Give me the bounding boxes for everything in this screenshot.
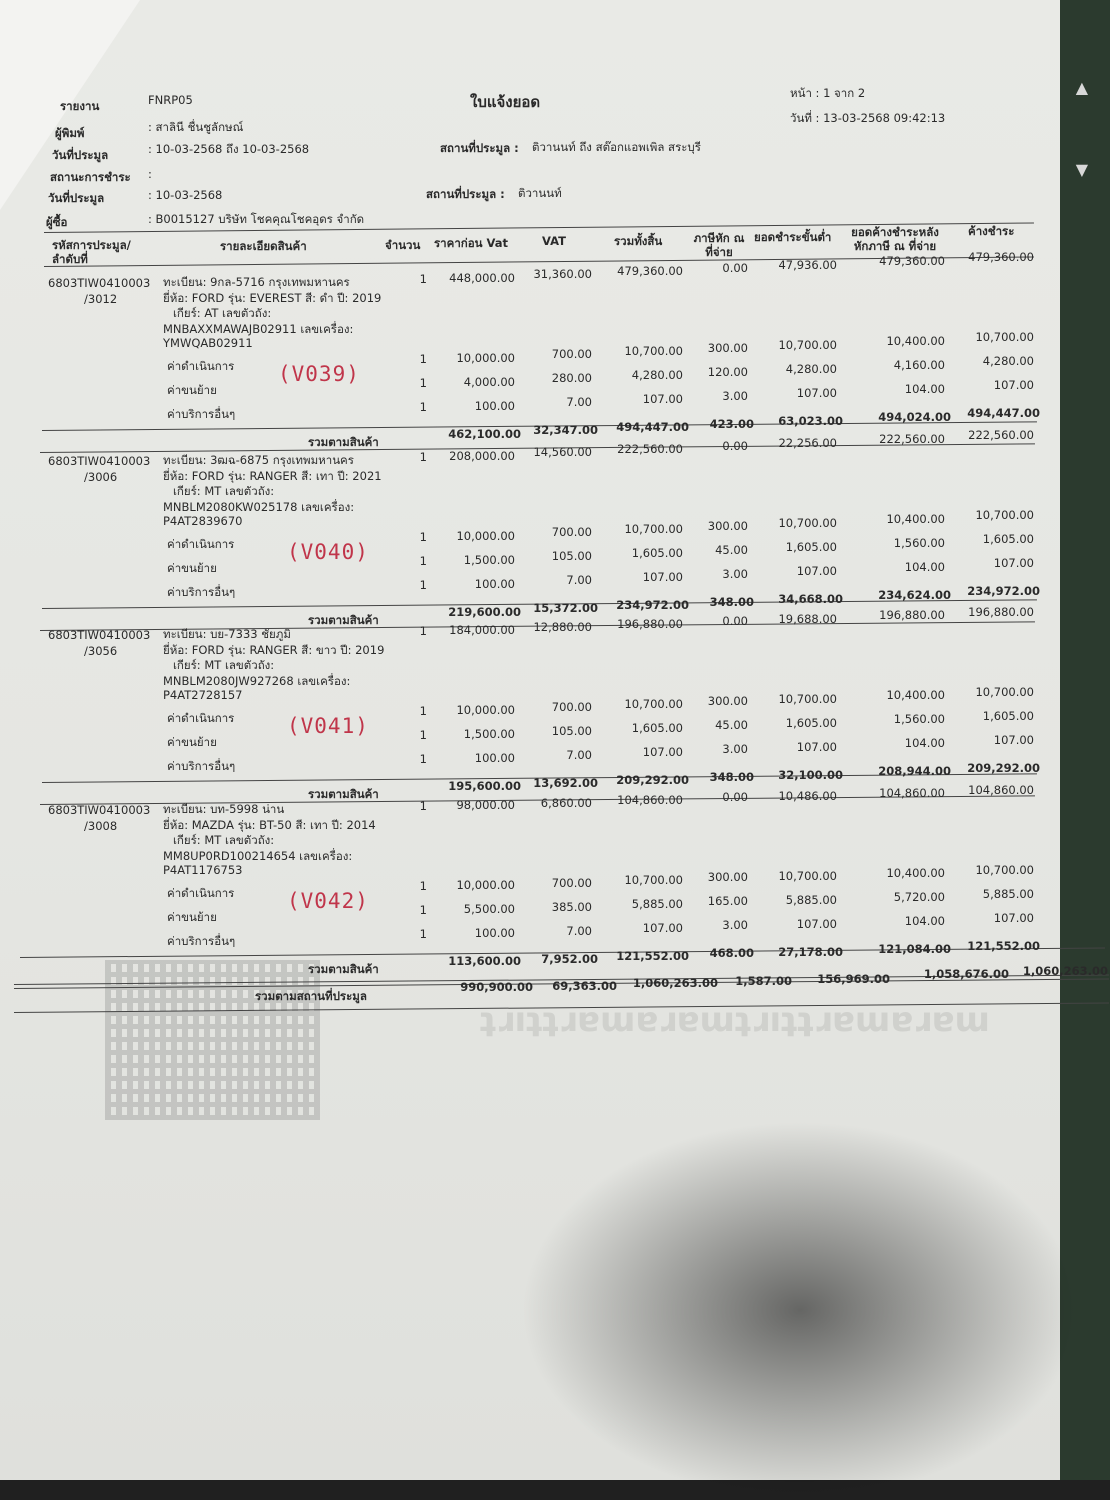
col-after-header: ยอดค้างชำระหลัง หักภาษี ณ ที่จ่าย [851,225,939,253]
cell-after: 10,400.00 [886,865,945,880]
cell-after: 10,400.00 [886,688,945,703]
cell-wht: 165.00 [707,894,748,909]
cell-qty: 1 [419,752,427,766]
subtotal-after: 234,624.00 [878,588,951,603]
cell-wht: 3.00 [722,742,748,757]
cell-vat: 280.00 [551,371,592,386]
cell-price: 100.00 [474,399,515,413]
vehicle-detail-line: MNBLM2080JW927268 เลขเครื่อง: [163,673,351,688]
cell-vat: 700.00 [551,699,592,714]
subtotal-label: รวมตามสินค้า [308,613,379,627]
subtotal-after: 494,024.00 [878,410,951,425]
subtotal-total: 209,292.00 [616,773,689,788]
cell-after: 10,400.00 [886,334,945,349]
cell-min: 10,700.00 [778,691,837,706]
cell-out: 104,860.00 [968,782,1034,797]
venue2-label: สถานที่ประมูล : [426,187,505,201]
vehicle-detail-line: ยี่ห้อ: FORD รุ่น: RANGER สี: ขาว ปี: 2019 [163,642,385,657]
cell-total: 1,605.00 [631,546,683,561]
subtotal-wht: 468.00 [709,946,754,961]
venue-total-total: 1,060,263.00 [632,976,718,990]
fee-label: ค่าขนย้าย [167,735,217,749]
cell-qty: 1 [419,272,427,286]
cell-out: 10,700.00 [975,684,1034,699]
fee-label: ค่าดำเนินการ [167,537,235,551]
report-label: รายงาน [60,99,100,113]
auction-date-range: : 10-03-2568 ถึง 10-03-2568 [148,142,310,156]
printer-name: : สาลินี ชื่นชูลักษณ์ [148,120,244,134]
cell-price: 10,000.00 [456,703,515,718]
vehicle-detail-line: เกียร์: MT เลขตัวถัง: [173,833,275,847]
cell-total: 10,700.00 [624,344,683,359]
cell-after: 479,360.00 [879,254,945,269]
triangle-down-icon: ▼ [1075,160,1088,179]
subtotal-vat: 13,692.00 [533,775,598,790]
col-code-header: รหัสการประมูล/ ลำดับที่ [52,238,131,266]
cell-wht: 300.00 [707,340,748,355]
vehicle-detail-line: P4AT1176753 [163,863,243,877]
printer-label: ผู้พิมพ์ [55,126,85,140]
subtotal-label: รวมตามสินค้า [308,435,379,449]
vehicle-detail-line: MM8UP0RD100214654 เลขเครื่อง: [163,848,353,863]
vehicle-detail-line: YMWQAB02911 [163,336,253,350]
subtotal-out: 209,292.00 [967,760,1040,775]
cell-total: 196,880.00 [617,617,683,632]
subtotal-out: 234,972.00 [967,584,1040,599]
cell-min: 47,936.00 [778,258,837,273]
cell-after: 104.00 [904,560,945,575]
cell-vat: 700.00 [551,525,592,540]
page-number: หน้า : 1 จาก 2 [790,86,866,100]
cell-total: 5,885.00 [631,897,683,912]
cell-wht: 300.00 [707,518,748,533]
cell-wht: 300.00 [707,870,748,885]
auction-seq: /3056 [84,644,118,658]
buyer: : B0015127 บริษัท โชคคุณโชคอุดร จำกัด [148,212,365,226]
venue-total-price: 990,900.00 [460,980,533,994]
cell-min: 1,605.00 [785,540,837,555]
fee-label: ค่าดำเนินการ [167,711,235,725]
cell-vat: 105.00 [551,723,592,738]
cell-vat: 7.00 [566,747,592,762]
cell-min: 10,700.00 [778,338,837,353]
cell-price: 100.00 [474,577,515,591]
subtotal-label: รวมตามสินค้า [308,787,379,801]
vehicle-detail-line: P4AT2728157 [163,688,243,702]
cell-min: 107.00 [796,386,837,401]
cell-min: 10,486.00 [778,788,837,803]
cell-vat: 700.00 [551,347,592,362]
cell-total: 107.00 [642,921,683,936]
fee-label: ค่าดำเนินการ [167,886,235,900]
vehicle-detail-line: ยี่ห้อ: FORD รุ่น: EVEREST สี: ดำ ปี: 2019 [163,290,382,305]
fee-label: ค่าบริการอื่นๆ [167,934,236,948]
venue-total-after: 1,058,676.00 [923,967,1009,981]
subtotal-price: 462,100.00 [448,427,521,441]
fee-label: ค่าบริการอื่นๆ [167,759,236,773]
venue-total-min: 156,969.00 [817,972,890,986]
cell-qty: 1 [419,879,427,893]
cell-price: 1,500.00 [463,727,515,742]
cell-price: 1,500.00 [463,553,515,567]
subtotal-label: รวมตามสินค้า [308,962,379,976]
cell-out: 10,700.00 [975,862,1034,877]
cell-qty: 1 [419,799,427,813]
fee-label: ค่าดำเนินการ [167,359,235,373]
auction-code: 6803TIW0410003 [48,628,151,642]
page-title: ใบแจ้งยอด [470,93,541,111]
cell-price: 10,000.00 [456,529,515,543]
cell-total: 10,700.00 [624,522,683,537]
cell-price: 5,500.00 [463,902,515,917]
cell-qty: 1 [419,728,427,742]
cell-min: 4,280.00 [785,362,837,377]
subtotal-vat: 15,372.00 [533,601,598,616]
venue-range: ติวานนท์ ถึง สต๊อกแอพเพิล สระบุรี [532,140,701,154]
auction-date2-label: วันที่ประมูล [48,191,105,205]
subtotal-wht: 423.00 [709,416,754,431]
cell-qty: 1 [419,376,427,390]
venue-total-vat: 69,363.00 [552,979,617,993]
cell-qty: 1 [419,530,427,544]
cell-wht: 3.00 [722,918,748,933]
col-detail-header: รายละเอียดสินค้า [220,239,307,253]
cell-vat: 12,880.00 [533,619,592,634]
cell-qty: 1 [419,578,427,592]
cell-qty: 1 [419,704,427,718]
fee-label: ค่าบริการอื่นๆ [167,407,236,421]
print-date: วันที่ : 13-03-2568 09:42:13 [790,111,946,125]
auction-seq: /3006 [84,470,118,484]
vehicle-detail-line: ยี่ห้อ: MAZDA รุ่น: BT-50 สี: เทา ปี: 2014 [163,817,376,832]
cell-vat: 105.00 [551,549,592,564]
cell-total: 10,700.00 [624,873,683,888]
cell-min: 10,700.00 [778,868,837,883]
col-price-header: ราคาก่อน Vat [434,236,509,250]
cell-total: 1,605.00 [631,721,683,736]
cell-vat: 7.00 [566,923,592,938]
vehicle-detail-line: P4AT2839670 [163,514,243,528]
col-total-header: รวมทั้งสิ้น [614,234,663,248]
subtotal-total: 121,552.00 [616,949,689,964]
cell-price: 4,000.00 [463,375,515,389]
cell-qty: 1 [419,554,427,568]
cell-out: 196,880.00 [968,604,1034,619]
fee-label: ค่าขนย้าย [167,561,217,575]
vehicle-detail-line: ยี่ห้อ: FORD รุ่น: RANGER สี: เทา ปี: 2021 [163,468,382,483]
fee-label: ค่าขนย้าย [167,910,217,924]
auction-date2: : 10-03-2568 [148,188,223,202]
auction-seq: /3012 [84,292,118,306]
triangle-up-icon: ▲ [1075,78,1088,97]
cell-price: 10,000.00 [456,878,515,893]
cell-min: 19,688.00 [778,611,837,626]
cell-vat: 385.00 [551,899,592,914]
cell-price: 98,000.00 [456,798,515,813]
cell-after: 1,560.00 [893,712,945,727]
reverse-print-ghost: ʇɹıʇʇɹɐɯɐɹɐɯʇɹıʇʇɹɐɯɐɹɐɯ [480,1000,990,1040]
cell-after: 196,880.00 [879,608,945,623]
cell-after: 5,720.00 [893,889,945,904]
cell-after: 104.00 [904,382,945,397]
cell-price: 448,000.00 [449,271,515,285]
cell-wht: 300.00 [707,694,748,709]
venue-total-outstanding: 1,060,263.00 [1022,964,1108,978]
subtotal-vat: 7,952.00 [541,951,598,966]
subtotal-out: 494,447.00 [967,406,1040,421]
cell-vat: 31,360.00 [533,267,592,282]
cell-wht: 0.00 [722,614,748,629]
cell-total: 222,560.00 [617,442,683,457]
subtotal-min: 27,178.00 [778,944,843,959]
cell-total: 10,700.00 [624,697,683,712]
cell-price: 100.00 [474,926,515,941]
vehicle-detail-line: เกียร์: AT เลขตัวถัง: [173,306,272,320]
vehicle-detail-line: ทะเบียน: บย-7333 ชัยภูมิ [163,627,291,641]
fee-label: ค่าขนย้าย [167,383,217,397]
cell-out: 10,700.00 [975,508,1034,523]
handwritten-vehicle-note: (V039) [278,362,360,386]
subtotal-wht: 348.00 [709,594,754,609]
auction-seq: /3008 [84,819,118,833]
cell-wht: 0.00 [722,260,748,275]
col-vat-header: VAT [542,234,566,248]
fee-label: ค่าบริการอื่นๆ [167,585,236,599]
cell-out: 10,700.00 [975,330,1034,345]
cell-qty: 1 [419,927,427,941]
col-outstanding-header: ค้างชำระ [968,224,1015,238]
cell-min: 107.00 [796,564,837,579]
cell-after: 222,560.00 [879,432,945,447]
subtotal-after: 121,084.00 [878,941,951,956]
subtotal-min: 34,668.00 [778,592,843,607]
subtotal-min: 63,023.00 [778,414,843,429]
cell-min: 107.00 [796,739,837,754]
auction-code: 6803TIW0410003 [48,454,151,468]
cell-qty: 1 [419,450,427,464]
subtotal-total: 234,972.00 [616,598,689,613]
vehicle-detail-line: ทะเบียน: บท-5998 น่าน [163,802,285,816]
cell-after: 1,560.00 [893,536,945,551]
cell-min: 107.00 [796,916,837,931]
cell-out: 107.00 [993,556,1034,571]
cell-qty: 1 [419,624,427,638]
cell-out: 1,605.00 [982,532,1034,547]
cell-out: 1,605.00 [982,708,1034,723]
auction-date-label: วันที่ประมูล [52,148,109,162]
cell-total: 107.00 [642,745,683,760]
cell-vat: 7.00 [566,573,592,588]
cell-wht: 3.00 [722,388,748,403]
subtotal-min: 32,100.00 [778,767,843,782]
cell-vat: 7.00 [566,395,592,410]
cell-out: 107.00 [993,732,1034,747]
cell-after: 104,860.00 [879,785,945,800]
venue-total-wht: 1,587.00 [735,974,792,988]
cell-out: 107.00 [993,910,1034,925]
subtotal-price: 195,600.00 [448,779,521,794]
cell-wht: 120.00 [707,364,748,379]
cell-out: 222,560.00 [968,428,1034,443]
cell-price: 184,000.00 [449,623,515,638]
cell-total: 104,860.00 [617,793,683,808]
cell-min: 22,256.00 [778,436,837,451]
cell-qty: 1 [419,352,427,366]
cell-min: 1,605.00 [785,715,837,730]
cell-out: 479,360.00 [968,250,1034,265]
payment-status-label: สถานะการชำระ [50,170,131,184]
cell-wht: 45.00 [715,542,748,557]
auction-code: 6803TIW0410003 [48,276,151,290]
subtotal-price: 219,600.00 [448,605,521,619]
cell-min: 10,700.00 [778,516,837,531]
handwritten-vehicle-note: (V040) [287,540,369,564]
cell-out: 4,280.00 [982,354,1034,369]
cell-vat: 14,560.00 [533,445,592,460]
cell-qty: 1 [419,903,427,917]
cell-after: 10,400.00 [886,512,945,527]
cell-after: 4,160.00 [893,358,945,373]
cell-after: 104.00 [904,913,945,928]
col-wht-header: ภาษีหัก ณ ที่จ่าย [693,231,745,259]
venue-label: สถานที่ประมูล : [440,141,519,155]
cell-qty: 1 [419,400,427,414]
subtotal-after: 208,944.00 [878,764,951,779]
subtotal-wht: 348.00 [709,770,754,785]
venue-total-label: รวมตามสถานที่ประมูล [255,989,367,1003]
col-qty-header: จำนวน [385,238,421,252]
col-min-header: ยอดชำระขั้นต่ำ [754,230,832,244]
vehicle-detail-line: ทะเบียน: 9กล-5716 กรุงเทพมหานคร [163,275,350,289]
auction-code: 6803TIW0410003 [48,803,151,817]
cell-total: 479,360.00 [617,264,683,279]
photo-shadow [520,1120,1080,1500]
buyer-label: ผู้ซื้อ [46,215,68,229]
vehicle-detail-line: MNBLM2080KW025178 เลขเครื่อง: [163,499,355,514]
subtotal-price: 113,600.00 [448,954,521,969]
payment-status: : [148,167,152,181]
cell-wht: 45.00 [715,718,748,733]
handwritten-vehicle-note: (V042) [287,889,369,913]
report-code: FNRP05 [148,93,193,107]
cell-min: 5,885.00 [785,892,837,907]
venue2: ติวานนท์ [518,186,562,200]
cell-price: 208,000.00 [449,449,515,463]
vehicle-detail-line: ทะเบียน: 3ฒฉ-6875 กรุงเทพมหานคร [163,453,354,467]
subtotal-total: 494,447.00 [616,420,689,435]
cell-price: 10,000.00 [456,351,515,365]
cell-out: 107.00 [993,378,1034,393]
vehicle-detail-line: เกียร์: MT เลขตัวถัง: [173,658,275,672]
vehicle-detail-line: MNBAXXMAWAJB02911 เลขเครื่อง: [163,321,354,336]
cell-wht: 3.00 [722,566,748,581]
vehicle-detail-line: เกียร์: MT เลขตัวถัง: [173,484,275,498]
cell-total: 107.00 [642,570,683,585]
cell-vat: 6,860.00 [540,795,592,810]
subtotal-vat: 32,347.00 [533,423,598,438]
cell-out: 5,885.00 [982,886,1034,901]
cell-vat: 700.00 [551,875,592,890]
subtotal-out: 121,552.00 [967,938,1040,953]
cell-price: 100.00 [474,751,515,766]
handwritten-vehicle-note: (V041) [287,714,369,738]
cell-total: 4,280.00 [631,368,683,383]
cell-after: 104.00 [904,736,945,751]
cell-wht: 0.00 [722,790,748,805]
cell-wht: 0.00 [722,438,748,453]
cell-total: 107.00 [642,392,683,407]
